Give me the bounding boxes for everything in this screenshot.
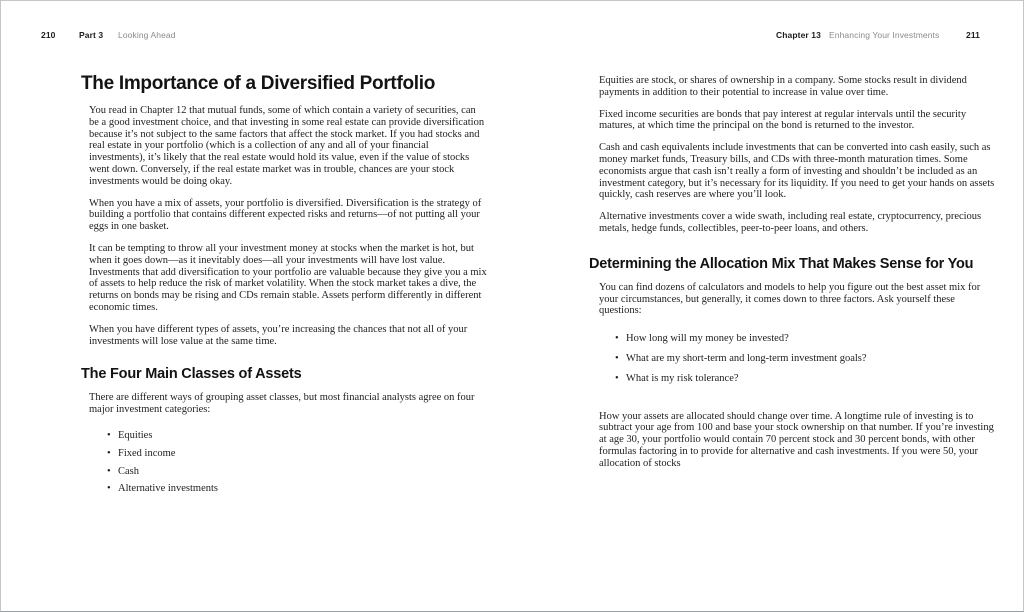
asset-classes-intro-wrap (81, 392, 487, 416)
part-title: Looking Ahead (118, 30, 176, 40)
asset-classes-intro: There are different ways of grouping asset classes, but most financial analysts agree on four major investment categories: (89, 392, 475, 416)
body-paragraph: Cash and cash equivalents include investments that can be converted into cash easily, such as money market funds, Treasury bills, and CDs with three-month maturation times. Some economists argue that cash isn’t really a form of investing and shouldn’t be included as an investment category, but it’s necessary for its liquidity. If you need to get your hands on assets quickly, cash reserves are where you’ll look. (599, 142, 995, 201)
running-head (1, 30, 1023, 42)
left-page-body (81, 105, 487, 347)
right-page-body (589, 75, 995, 235)
body-paragraph: When you have a mix of assets, your portfolio is diversified. Diversification is the strategy of building a portfolio that contains different expected risks and returns—of not putting all your eggs in one basket. (89, 197, 482, 233)
list-item: • Alternative investments (107, 483, 487, 495)
list-item: • What is my risk tolerance? (615, 373, 995, 385)
chapter-label: Chapter 13 (776, 30, 821, 40)
body-paragraph: You read in Chapter 12 that mutual funds, some of which contain a variety of securities, can be a good investment choice, and that investing in some real estate can provide diversification because it’s not subject to the same factors that affect the stock market. If you had stocks and real estate in your portfolio (which is a collection of any and all of your financial investments), it’s likely that the real estate would hold its value, even if the value of stocks went down. Conversely, if the real estate market was in trouble, chances are your stock investments would be doing okay. (89, 105, 485, 187)
left-page (81, 73, 487, 501)
asset-classes-heading: The Four Main Classes of Assets (81, 366, 302, 383)
allocation-questions-list (589, 333, 995, 384)
allocation-mix-heading: Determining the Allocation Mix That Makes Sense for You (589, 255, 974, 272)
list-item: • Cash (107, 466, 487, 478)
list-item: • How long will my money be invested? (615, 333, 995, 345)
part-label: Part 3 (79, 30, 104, 40)
chapter-title: Enhancing Your Investments (829, 30, 940, 40)
allocation-intro-wrap (589, 282, 995, 317)
closing-paragraph-wrap (589, 411, 995, 470)
list-item: • What are my short-term and long-term investment goals? (615, 353, 995, 365)
asset-classes-list (81, 430, 487, 495)
body-paragraph: Alternative investments cover a wide swath, including real estate, cryptocurrency, precious metals, hedge funds, collectibles, peer-to-peer loans, and others. (599, 211, 982, 234)
body-paragraph: When you have different types of assets, you’re increasing the chances that not all of your investments will lose value at the same time. (89, 323, 468, 347)
closing-paragraph: How your assets are allocated should change over time. A longtime rule of investing is to subtract your age from 100 and base your stock ownership on that number. If you’re investing at age 30, your portfolio would contain 70 percent stock and 30 percent bonds, with other formulas factoring in to provide for alternative and cash investments. If you were 50, your allocation of stocks (599, 410, 994, 469)
body-paragraph: Fixed income securities are bonds that pay interest at regular intervals until the security matures, at which time the principal on the bond is returned to the investor. (599, 108, 967, 132)
body-paragraph: It can be tempting to throw all your investment money at stocks when the market is hot, but when it goes down—as it inevitably does—all your investments will have lost value. Investments that add diversification to your portfolio are valuable because they give you a mix of assets to help reduce the risk of market volatility. When the stock market takes a dive, the returns on bonds may be rising and CDs remain stable. Assets perform differently in different economic times. (89, 242, 487, 313)
body-paragraph: Equities are stock, or shares of ownership in a company. Some stocks result in dividend payments in addition to their potential to increase in value over time. (599, 75, 967, 98)
right-page-number: 211 (966, 30, 981, 40)
chapter-section-title: The Importance of a Diversified Portfolio (81, 73, 436, 94)
left-page-number: 210 (41, 30, 56, 40)
right-page (589, 75, 995, 480)
list-item: • Fixed income (107, 448, 487, 460)
list-item: • Equities (107, 430, 487, 442)
allocation-intro: You can find dozens of calculators and models to help you figure out the best asset mix for your circumstances, but generally, it comes down to three factors. Ask yourself these questions: (599, 281, 981, 317)
